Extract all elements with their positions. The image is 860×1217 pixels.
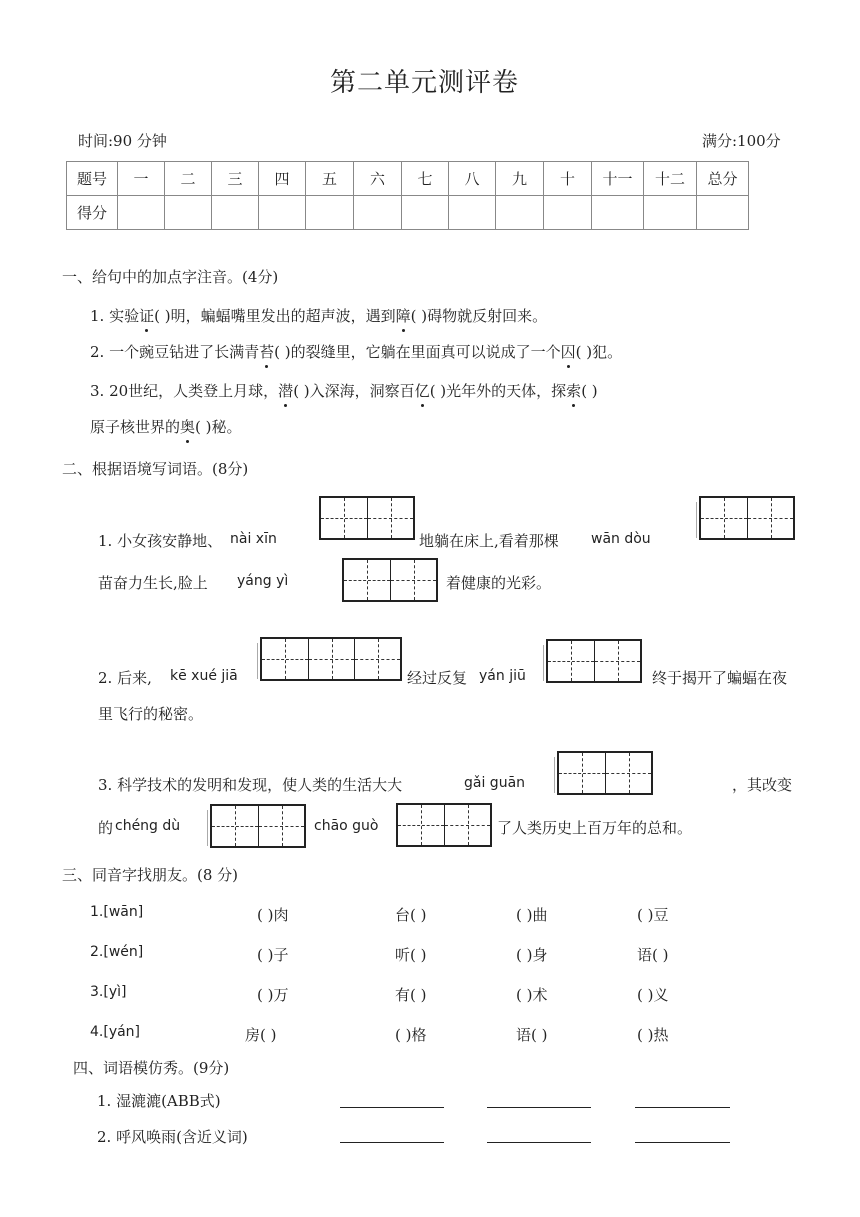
s2-q1-text-c: 苗奋力生长,脸上 (98, 574, 208, 592)
s2-q3-pinyin-3: chāo guò (314, 818, 379, 834)
score-cell[interactable] (449, 196, 496, 230)
s2-q2-pinyin-1: kē xué jiā (170, 668, 238, 684)
s3-item: ( )身 (516, 946, 548, 964)
s4-q2-answer-line-1[interactable] (340, 1141, 444, 1143)
s2-q3-pinyin-1: gǎi guān (464, 775, 526, 791)
s2-q1-pinyin-2: wān dòu (591, 531, 651, 547)
s3-item: ( )豆 (637, 906, 669, 924)
score-cell[interactable] (354, 196, 402, 230)
s2-q3-text-a: 3. 科学技术的发明和发现，使人类的生活大大 (98, 776, 403, 794)
s1-q3b-dotted-char: 奥 (180, 418, 196, 436)
s1-q1-dotted-char-1: 证 (139, 307, 155, 325)
s4-question-1: 1. 湿漉漉(ABB式) (97, 1092, 221, 1110)
s2-q2-pinyin-2: yán jiū (479, 668, 526, 684)
s2-q2-text-c: 终于揭开了蝙蝠在夜 (652, 669, 788, 687)
score-table-col: 九 (496, 162, 544, 196)
page-title: 第二单元测评卷 (330, 68, 520, 98)
s3-item: 台( ) (395, 906, 427, 924)
s3-row-label: 4.[yán] (90, 1024, 141, 1040)
score-table-col: 二 (165, 162, 212, 196)
s2-q1-text-a: 1. 小女孩安静地、 (98, 532, 223, 550)
s2-q2-text-d: 里飞行的秘密。 (98, 705, 204, 723)
s3-row-label: 1.[wān] (90, 904, 144, 920)
score-table-col: 十 (544, 162, 592, 196)
score-cell[interactable] (644, 196, 697, 230)
s3-item: 语( ) (516, 1026, 548, 1044)
s2-q3-grid-1[interactable] (557, 751, 653, 795)
score-cell[interactable] (165, 196, 212, 230)
score-cell[interactable] (697, 196, 749, 230)
s1-q1-text-a: 1. 实验 (90, 307, 140, 325)
s1-q2-text-b: ( )的裂缝里，它躺在里面真可以说成了一个 (274, 343, 561, 361)
s2-q1-grid-2[interactable] (699, 496, 795, 540)
score-table-header-label: 题号 (67, 162, 118, 196)
s2-q2-text-a: 2. 后来, (98, 669, 152, 687)
score-table-score-row (67, 196, 749, 230)
s4-q1-answer-line-3[interactable] (635, 1106, 730, 1108)
score-cell[interactable] (544, 196, 592, 230)
s1-question-3-cont (90, 416, 242, 437)
s1-q3-dotted-char-2: 亿 (414, 382, 430, 400)
score-table-col: 八 (449, 162, 496, 196)
s1-q3-dotted-char-3: 索 (566, 382, 582, 400)
s1-q3-text-a: 3. 20世纪，人类登上月球， (90, 382, 279, 400)
score-table-col: 七 (402, 162, 449, 196)
s3-item: ( )热 (637, 1026, 669, 1044)
s1-question-2 (90, 341, 622, 362)
s1-q3b-text-a: 原子核世界的 (90, 418, 181, 436)
s3-row-label: 2.[wén] (90, 944, 144, 960)
score-cell[interactable] (592, 196, 644, 230)
s1-q2-dotted-char-1: 苔 (259, 343, 275, 361)
s2-q1-text-b: 地躺在床上,看着那棵 (419, 532, 559, 550)
s4-q1-answer-line-2[interactable] (487, 1106, 591, 1108)
s2-q1-pinyin-3: yáng yì (237, 573, 289, 589)
s1-question-3 (90, 380, 598, 401)
section-3-title: 三、同音字找朋友。(8 分) (62, 866, 239, 884)
s3-item: ( )肉 (257, 906, 289, 924)
time-label: 时间:90 分钟 (78, 132, 167, 150)
s1-q3-text-b: ( )入深海，洞察百 (293, 382, 415, 400)
s1-q3-text-c: ( )光年外的天体，探 (429, 382, 567, 400)
s1-q3b-text-b: ( )秘。 (195, 418, 242, 436)
s1-q1-text-b: ( )明，蝙蝠嘴里发出的超声波，遇到 (154, 307, 396, 325)
section-4-title: 四、词语模仿秀。(9分) (73, 1059, 230, 1077)
score-table-col: 三 (212, 162, 259, 196)
s2-q1-pinyin-1: nài xīn (230, 531, 277, 547)
s1-q2-text-c: ( )犯。 (575, 343, 623, 361)
s2-q2-grid-2[interactable] (546, 639, 642, 683)
s3-item: 听( ) (395, 946, 427, 964)
score-cell[interactable] (496, 196, 544, 230)
score-table-col: 四 (259, 162, 306, 196)
s2-q2-grid-1[interactable] (260, 637, 402, 681)
s2-q3-text-c: 的 (98, 819, 114, 837)
section-2-title: 二、根据语境写词语。(8分) (62, 460, 249, 478)
s2-q3-grid-2[interactable] (210, 804, 306, 848)
score-cell[interactable] (402, 196, 449, 230)
s2-q1-text-d: 着健康的光彩。 (446, 574, 552, 592)
s3-item: 有( ) (395, 986, 427, 1004)
s1-q3-dotted-char-1: 潜 (278, 382, 294, 400)
s2-q3-pinyin-2: chéng dù (115, 818, 181, 834)
score-cell[interactable] (259, 196, 306, 230)
s2-q1-grid-3[interactable] (342, 558, 438, 602)
score-table-header-row (67, 162, 749, 196)
s4-question-2: 2. 呼风唤雨(含近义词) (97, 1128, 248, 1146)
score-table-col: 一 (118, 162, 165, 196)
s3-item: ( )曲 (516, 906, 548, 924)
s1-q1-dotted-char-2: 障 (395, 307, 411, 325)
s3-item: ( )万 (257, 986, 289, 1004)
score-table-col: 总分 (697, 162, 749, 196)
s2-q1-grid-1[interactable] (319, 496, 415, 540)
score-table-row-label: 得分 (67, 196, 118, 230)
s4-q2-answer-line-3[interactable] (635, 1141, 730, 1143)
score-table-col: 六 (354, 162, 402, 196)
s3-item: ( )子 (257, 946, 289, 964)
s4-q1-answer-line-1[interactable] (340, 1106, 444, 1108)
score-label: 满分:100分 (702, 132, 781, 150)
score-table-col: 十二 (644, 162, 697, 196)
score-table-col: 十一 (592, 162, 644, 196)
s2-q3-grid-3[interactable] (396, 803, 492, 847)
score-table (66, 161, 749, 230)
s3-item: 房( ) (245, 1026, 277, 1044)
score-cell[interactable] (212, 196, 259, 230)
s3-item: ( )术 (516, 986, 548, 1004)
s3-row-label: 3.[yì] (90, 984, 127, 1000)
s2-q3-text-b: ，其改变 (732, 776, 793, 794)
s1-question-1 (90, 305, 547, 326)
s2-q3-text-d: 了人类历史上百万年的总和。 (497, 819, 693, 837)
s1-q2-dotted-char-2: 囚 (560, 343, 576, 361)
section-1-title: 一、给句中的加点字注音。(4分) (62, 268, 279, 286)
s1-q2-text-a: 2. 一个豌豆钻进了长满青 (90, 343, 260, 361)
s3-item: 语( ) (637, 946, 669, 964)
s3-item: ( )格 (395, 1026, 427, 1044)
score-cell[interactable] (118, 196, 165, 230)
s3-item: ( )义 (637, 986, 669, 1004)
s2-q2-text-b: 经过反复 (407, 669, 468, 687)
score-table-col: 五 (306, 162, 354, 196)
score-cell[interactable] (306, 196, 354, 230)
s1-q1-text-c: ( )碍物就反射回来。 (410, 307, 548, 325)
s4-q2-answer-line-2[interactable] (487, 1141, 591, 1143)
s1-q3-text-d: ( ) (581, 382, 598, 400)
